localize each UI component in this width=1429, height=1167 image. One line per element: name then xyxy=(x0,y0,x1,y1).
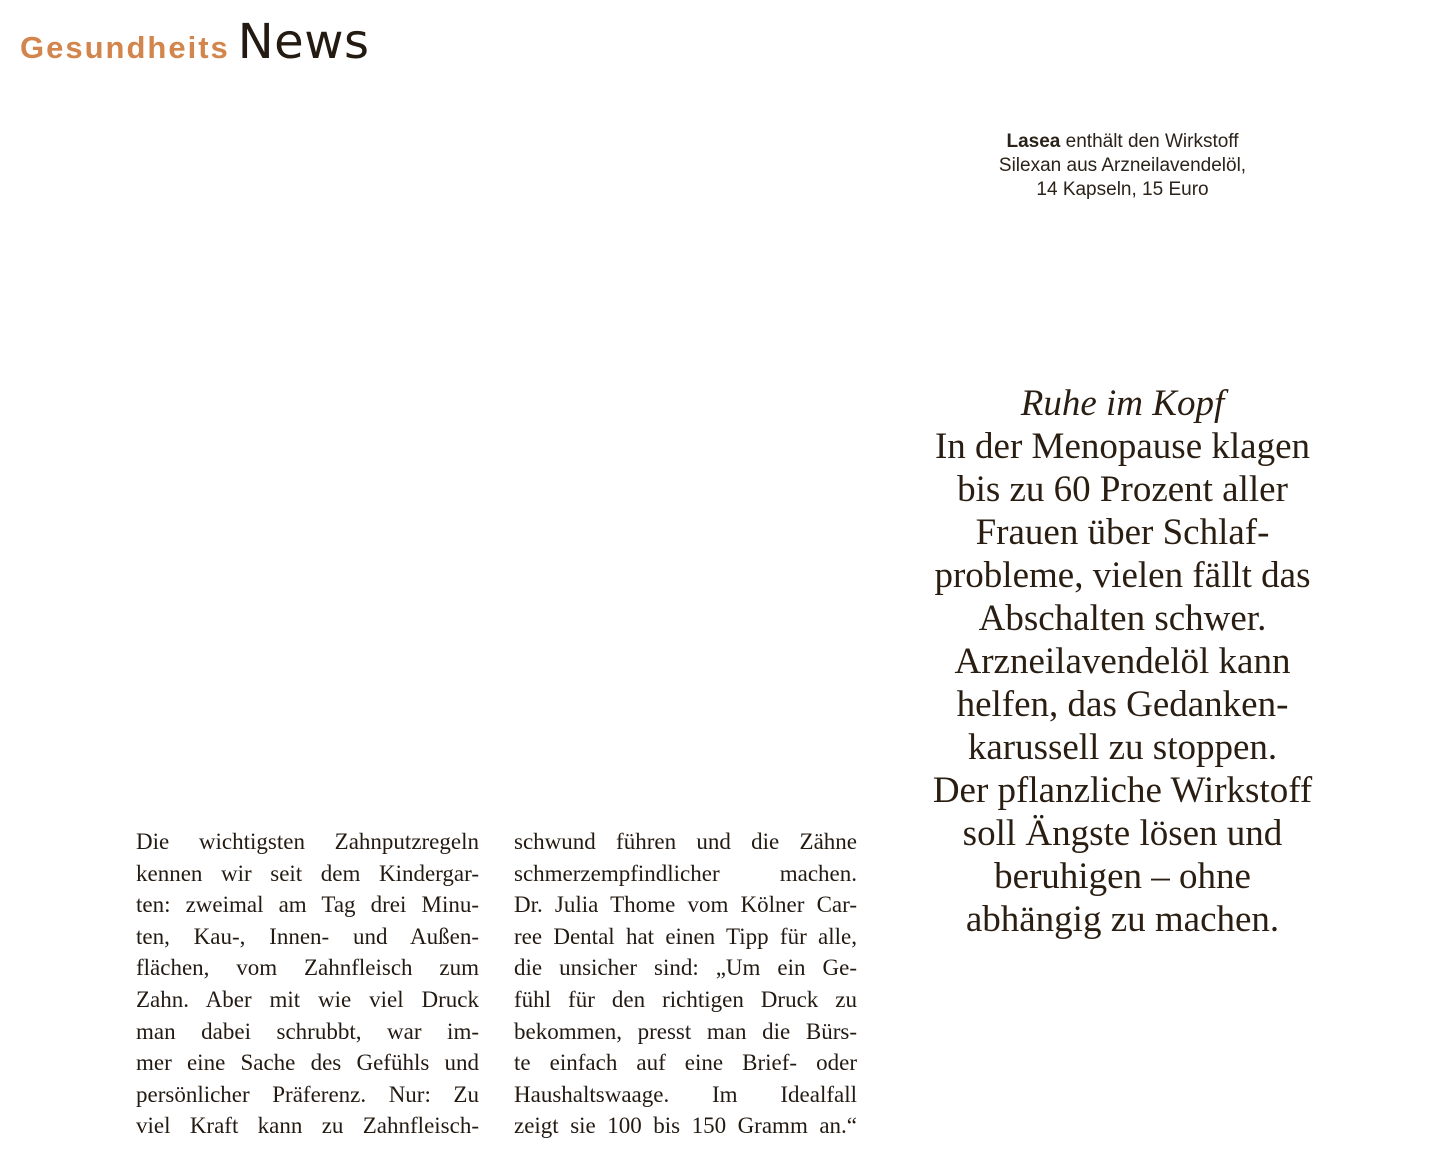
article-line: te einfach auf eine Brief- oder xyxy=(514,1050,857,1076)
teaser-kicker: Ruhe im Kopf xyxy=(1020,383,1225,424)
teaser-line: probleme, vielen fällt das xyxy=(934,555,1311,596)
article-line: fühl für den richtigen Druck zu xyxy=(514,986,857,1012)
masthead-kicker: Gesundheits xyxy=(20,30,230,65)
teaser-line: Frauen über Schlaf- xyxy=(975,512,1270,553)
article-line: bekommen, presst man die Bürs- xyxy=(514,1018,857,1044)
article-column-left xyxy=(136,826,479,1142)
product-caption xyxy=(960,130,1285,202)
article-line: viel Kraft kann zu Zahnfleisch- xyxy=(136,1113,479,1139)
article-line: flächen, vom Zahnfleisch zum xyxy=(136,955,479,981)
article-line: mer eine Sache des Gefühls und xyxy=(136,1050,479,1076)
teaser-line: Der pflanzliche Wirkstoff xyxy=(932,770,1313,811)
teaser-line: soll Ängste lösen und xyxy=(962,813,1283,854)
article-line: zeigt sie 100 bis 150 Gramm an.“ xyxy=(514,1113,857,1139)
article-line: Die wichtigsten Zahnputzregeln xyxy=(136,829,479,854)
teaser-line: Arzneilavendelöl kann xyxy=(954,641,1291,682)
article-line: persönlicher Präferenz. Nur: Zu xyxy=(136,1081,479,1107)
article-line: schwund führen und die Zähne xyxy=(514,829,857,854)
article-line: die unsicher sind: „Um ein Ge- xyxy=(514,955,857,981)
caption-line-1-rest: enthält den Wirkstoff xyxy=(1060,131,1239,152)
article-line: ten, Kau-, Innen- und Außen- xyxy=(136,923,479,949)
article-line: kennen wir seit dem Kindergar- xyxy=(136,860,479,886)
article-line: Dr. Julia Thome vom Kölner Car- xyxy=(514,892,857,918)
masthead-title: News xyxy=(237,14,370,70)
caption-line-3: 14 Kapseln, 15 Euro xyxy=(1036,179,1209,200)
masthead xyxy=(20,14,369,70)
teaser-line: abhängig zu machen. xyxy=(965,899,1280,940)
article-line: Haushaltswaage. Im Idealfall xyxy=(514,1081,857,1107)
teaser-line: Abschalten schwer. xyxy=(978,598,1267,639)
article-column-right xyxy=(514,826,857,1142)
teaser-line: beruhigen – ohne xyxy=(994,856,1251,897)
article-line: schmerzempfindlicher machen. xyxy=(514,860,857,886)
teaser-line: helfen, das Gedanken- xyxy=(956,684,1289,725)
teaser-line: bis zu 60 Prozent aller xyxy=(957,469,1288,510)
article-line: Zahn. Aber mit wie viel Druck xyxy=(136,986,479,1012)
article-line: ten: zweimal am Tag drei Minu- xyxy=(136,892,479,918)
caption-line-2: Silexan aus Arzneilavendelöl, xyxy=(998,155,1247,176)
caption-brand: Lasea xyxy=(1006,131,1061,152)
teaser-line: In der Menopause klagen xyxy=(934,426,1310,467)
teaser-block xyxy=(905,382,1340,941)
article-line: ree Dental hat einen Tipp für alle, xyxy=(514,923,857,949)
caption-line-1 xyxy=(960,130,1285,154)
article-line: man dabei schrubbt, war im- xyxy=(136,1018,479,1044)
teaser-line: karussell zu stoppen. xyxy=(967,727,1278,768)
